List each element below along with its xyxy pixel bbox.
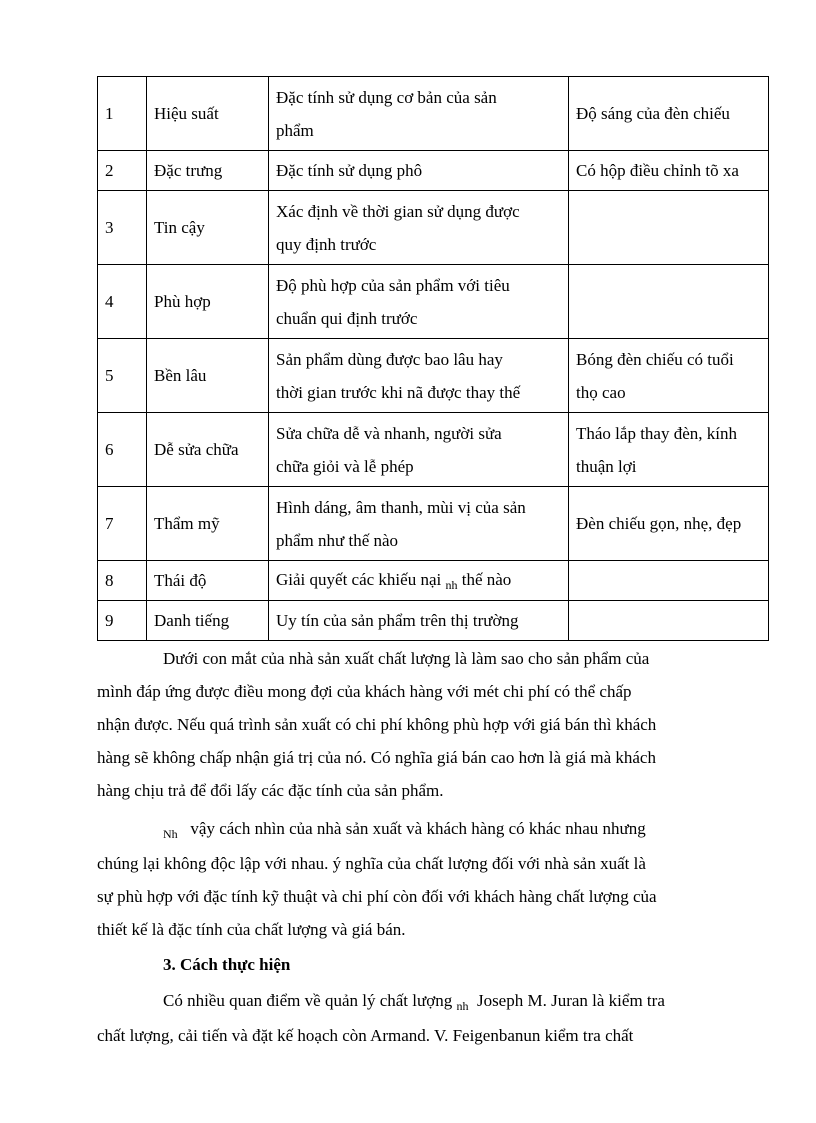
criterion-description [269, 601, 569, 641]
cell-text: phẩm [276, 120, 314, 140]
cell-text: Có hộp điều chỉnh tõ xa [576, 161, 739, 180]
cell-text: 6 [105, 440, 114, 459]
example [569, 265, 769, 339]
cell-text: Xác định về thời gian sử dụng được [276, 201, 520, 221]
paragraph-line-text: Có nhiều quan điểm về quản lý chất lượng [163, 991, 453, 1010]
cell-text: Hiệu suất [154, 104, 219, 123]
paragraph-producer-view [97, 642, 757, 807]
subscript-text: nh [445, 578, 458, 592]
paragraph-line-text: vậy cách nhìn của nhà sản xuất và khách hàng có khác nhau nhưng [190, 819, 646, 838]
criterion-description [269, 413, 569, 487]
criterion-name [147, 265, 269, 339]
table-row [98, 339, 769, 413]
row-number [98, 413, 147, 487]
paragraph-line [97, 984, 757, 1019]
criterion-description [269, 77, 569, 151]
cell-text: Tin cậy [154, 218, 205, 237]
cell-text: 4 [105, 292, 114, 311]
cell-text: Đặc trưng [154, 161, 223, 180]
quality-dimensions-table [97, 76, 769, 641]
paragraph-line: thiết kế là đặc tính của chất lượng và giá bán. [97, 920, 406, 939]
cell-text: Đặc tính sử dụng phô [276, 161, 423, 180]
example [569, 77, 769, 151]
table-row [98, 413, 769, 487]
row-number [98, 601, 147, 641]
cell-text: Sửa chữa dễ và nhanh, người sửa [276, 423, 502, 443]
subscript-text: nh [456, 999, 469, 1013]
paragraph-line: hàng sẽ không chấp nhận giá trị của nó. Có nghĩa giá bán cao hơn là giá mà khách [97, 748, 656, 767]
paragraph-comparison [97, 812, 757, 946]
cell-text: Danh tiếng [154, 611, 230, 630]
row-number [98, 151, 147, 191]
cell-text: phẩm như thế nào [276, 530, 399, 550]
table-row [98, 151, 769, 191]
row-number [98, 487, 147, 561]
criterion-description [269, 561, 569, 601]
criterion-description [269, 265, 569, 339]
cell-text: thế nào [457, 570, 512, 589]
section-heading: 3. Cách thực hiện [163, 955, 291, 974]
cell-text: 9 [105, 611, 114, 630]
paragraph-line: chúng lại không độc lập với nhau. ý nghĩa của chất lượng đối với nhà sản xuất là [97, 854, 646, 873]
criterion-name [147, 413, 269, 487]
example [569, 413, 769, 487]
paragraph-line: hàng chịu trả để đổi lấy các đặc tính của sản phẩm. [97, 781, 444, 800]
cell-text: 8 [105, 571, 114, 590]
criterion-name [147, 339, 269, 413]
cell-text: Hình dáng, âm thanh, mùi vị của sản [276, 497, 526, 517]
cell-text: chữa giỏi và lễ phép [276, 456, 414, 476]
cell-text: 7 [105, 514, 114, 533]
paragraph-line: mình đáp ứng được điều mong đợi của khách hàng với mét chi phí có thể chấp [97, 682, 632, 701]
criterion-name [147, 601, 269, 641]
row-number [98, 265, 147, 339]
example [569, 601, 769, 641]
criterion-name [147, 151, 269, 191]
criterion-name [147, 77, 269, 151]
cell-text: Bóng đèn chiếu có tuổi [576, 349, 734, 369]
cell-text: Tháo lắp thay đèn, kính [576, 423, 737, 443]
table-row [98, 487, 769, 561]
table-row [98, 265, 769, 339]
criterion-description [269, 191, 569, 265]
cell-text: Phù hợp [154, 292, 211, 311]
cell-text: 5 [105, 366, 114, 385]
example [569, 151, 769, 191]
example [569, 191, 769, 265]
criterion-description [269, 339, 569, 413]
cell-text: Sản phẩm dùng được bao lâu hay [276, 349, 503, 369]
example [569, 561, 769, 601]
example [569, 487, 769, 561]
cell-text: thời gian trước khi nã được thay thế [276, 382, 521, 402]
cell-text: Độ sáng của đèn chiếu [576, 104, 730, 123]
subscript-text: Nh [163, 827, 178, 841]
table-row [98, 601, 769, 641]
cell-text: Đèn chiếu gọn, nhẹ, đẹp [576, 514, 742, 533]
cell-text: chuẩn qui định trước [276, 308, 418, 328]
cell-text: Độ phù hợp của sản phẩm với tiêu [276, 275, 510, 295]
criterion-name [147, 561, 269, 601]
paragraph-line [97, 812, 757, 847]
paragraph-line: nhận được. Nếu quá trình sản xuất có chi phí không phù hợp với giá bán thì khách [97, 715, 657, 734]
cell-text: quy định trước [276, 234, 377, 254]
cell-text: thọ cao [576, 382, 626, 402]
criterion-name [147, 487, 269, 561]
cell-text: 2 [105, 161, 114, 180]
row-number [98, 561, 147, 601]
criterion-description [269, 151, 569, 191]
paragraph-line: chất lượng, cải tiến và đặt kế hoạch còn Armand. V. Feigenbanun kiểm tra chất [97, 1026, 634, 1045]
criterion-name [147, 191, 269, 265]
cell-text: 1 [105, 104, 114, 123]
example [569, 339, 769, 413]
cell-text: Đặc tính sử dụng cơ bản của sản [276, 87, 497, 107]
criterion-description [269, 487, 569, 561]
row-number [98, 339, 147, 413]
cell-text: Thẩm mỹ [154, 514, 220, 533]
cell-text: 3 [105, 218, 114, 237]
row-number [98, 191, 147, 265]
table-row [98, 561, 769, 601]
paragraph-line: sự phù hợp với đặc tính kỹ thuật và chi phí còn đối với khách hàng chất lượng của [97, 887, 657, 906]
paragraph-line-text: Joseph M. Juran là kiểm tra [476, 991, 665, 1010]
paragraph-line: Dưới con mắt của nhà sản xuất chất lượng là làm sao cho sản phẩm của [163, 649, 650, 668]
paragraph-approaches [97, 984, 757, 1052]
cell-text: Dễ sửa chữa [154, 440, 239, 459]
cell-text: Giải quyết các khiếu nại [276, 570, 446, 589]
cell-text: Bền lâu [154, 366, 207, 385]
table-row [98, 191, 769, 265]
row-number [98, 77, 147, 151]
cell-text: Thái độ [154, 571, 207, 590]
cell-text: thuận lợi [576, 456, 637, 476]
table-row [98, 77, 769, 151]
cell-text: Uy tín của sản phẩm trên thị trường [276, 611, 519, 630]
